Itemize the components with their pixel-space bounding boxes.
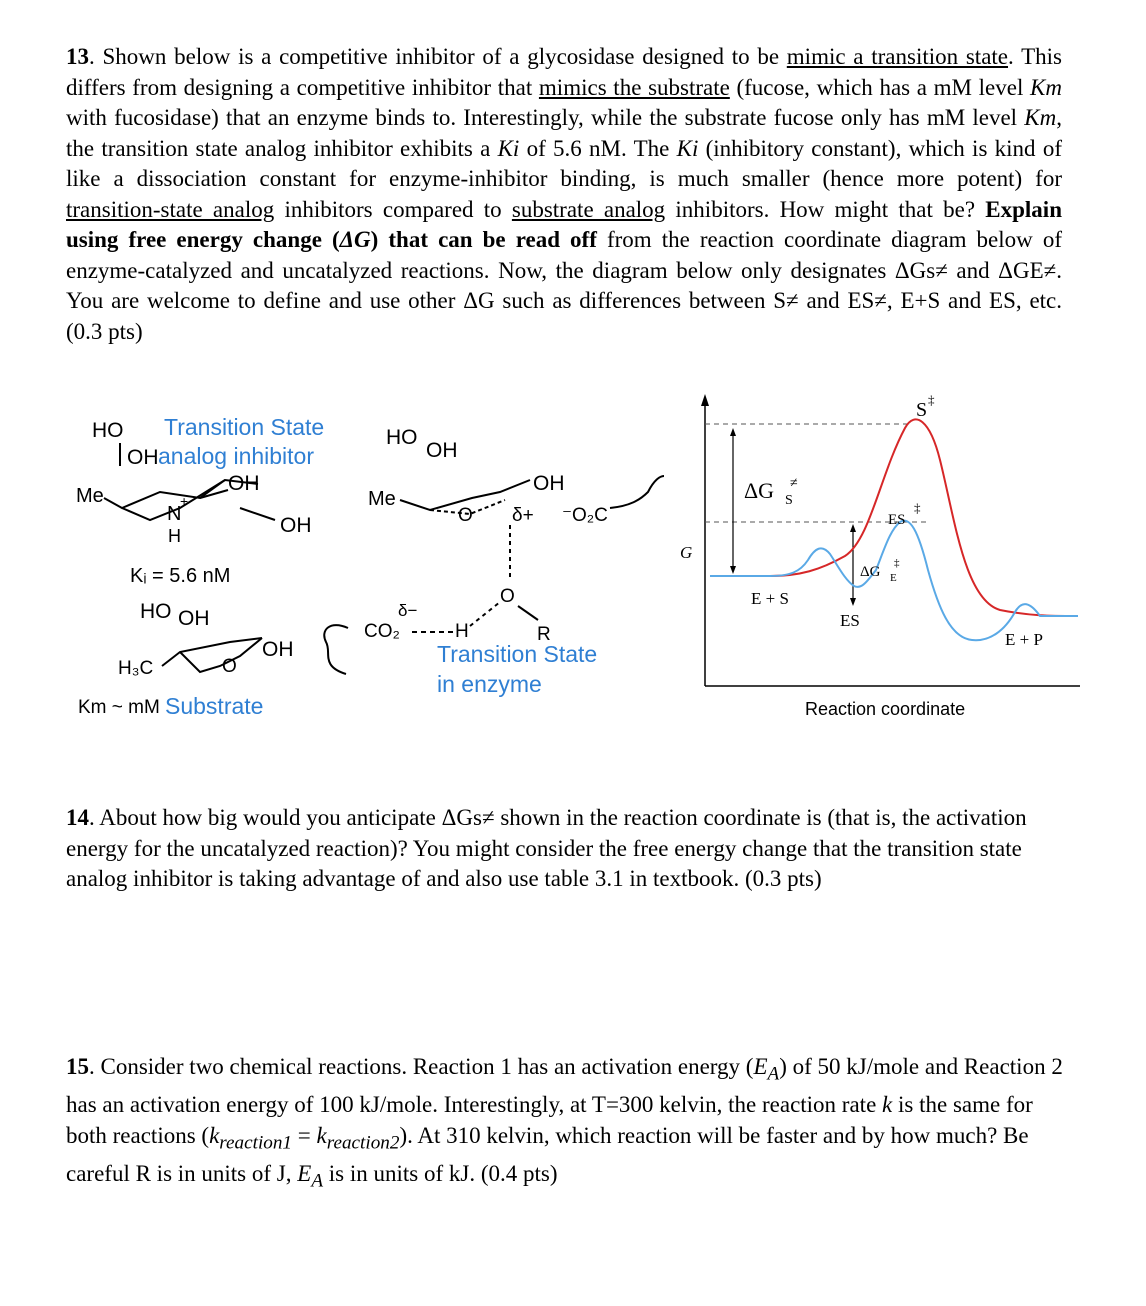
es-ts-dagger: ‡ — [914, 500, 921, 515]
q15-k-1: k — [209, 1122, 220, 1148]
q15-text-3: is the same for both reactions ( — [66, 1092, 1033, 1148]
q14-text: . About how big would you anticipate ΔGs≠ shown in the reaction coordinate is (that is, the activation energy for the uncatalyzed reaction)? You might consider the free energy change that the transition state analog inhibitor is taking advantage of and also use table 3.1 in textbook. (0.3 pts) — [66, 805, 1027, 891]
inhibitor-title-2: analog inhibitor — [158, 443, 315, 469]
q13-underline-transition-state: mimic a transition state — [786, 44, 1009, 69]
ts-delta-plus: δ+ — [512, 505, 534, 526]
es-label: ES — [840, 611, 860, 630]
ts-enzyme-squiggle-right — [610, 476, 664, 508]
y-axis-label: G — [680, 543, 693, 562]
q13-text-8: inhibitors compared to — [274, 196, 512, 222]
substrate-ho: HO — [140, 600, 172, 623]
dgs-subscript: S — [785, 493, 793, 508]
ts-r: R — [537, 624, 551, 645]
ts-co2: CO₂ — [364, 621, 400, 642]
dge-superscript: ‡ — [894, 557, 900, 569]
y-axis-arrow — [701, 394, 709, 406]
inhibitor-ho-top: HO — [92, 419, 124, 442]
q15-ea-2: E — [297, 1160, 312, 1186]
q15-text-5: is in units of kJ. (0.4 pts) — [323, 1160, 558, 1186]
ts-oh-top: OH — [426, 439, 458, 462]
substrate-o-ring: O — [222, 656, 237, 677]
q13-bold-1: Explain using free energy change ( — [66, 196, 1062, 252]
inhibitor-oh-right: OH — [280, 514, 312, 537]
ts-me: Me — [368, 488, 396, 510]
x-axis-label: Reaction coordinate — [805, 699, 966, 719]
dge-subscript: E — [890, 572, 897, 584]
inhibitor-oh-ring: OH — [228, 472, 260, 495]
ts-oh-right: OH — [533, 472, 565, 495]
q15-text-1: . Consider two chemical reactions. Reaction 1 has an activation energy ( — [89, 1054, 754, 1079]
ts-bond-r — [518, 606, 538, 620]
es-ts-label: ES — [888, 512, 906, 528]
q13-text-3: (fucose, which has a mM level — [729, 74, 1031, 100]
substrate-h3c: H₃C — [118, 658, 154, 679]
inhibitor-title-1: Transition State — [164, 414, 325, 440]
dge-arrow-top — [850, 524, 856, 532]
substrate-ring — [162, 638, 262, 666]
ts-o-ring: O — [458, 505, 473, 526]
substrate-oh-right: OH — [262, 638, 294, 661]
q15-k-2: k — [316, 1122, 327, 1148]
e-plus-s-label: E + S — [751, 589, 789, 608]
ts-delta-minus: δ− — [398, 601, 418, 620]
ts-enzyme-squiggle-left — [324, 625, 348, 674]
question-14 — [66, 803, 1066, 895]
q15-k-1-sub: reaction1 — [219, 1132, 293, 1154]
q15-k: k — [882, 1092, 893, 1118]
q13-text-1: . Shown below is a competitive inhibitor of a glycosidase designed to be — [89, 44, 787, 69]
q13-text-5: , the transition state analog inhibitor exhibits a — [66, 105, 1062, 161]
q13-text-4: with fucosidase) that an enzyme binds to. Interestingly, while the substrate fucose only has mM level — [66, 105, 1025, 130]
inhibitor-structure — [76, 414, 324, 587]
s-ts-label: S — [916, 399, 928, 421]
inhibitor-oh-top: OH — [127, 446, 159, 469]
substrate-km: Km ~ mM — [78, 697, 160, 718]
q13-bold-2: ) that can be read off — [370, 227, 597, 252]
ts-hbond-o — [470, 602, 500, 626]
inhibitor-ki: Kᵢ = 5.6 nM — [130, 565, 231, 587]
inhibitor-h: H — [168, 526, 181, 546]
ts-title-1: Transition State — [437, 641, 598, 667]
e-plus-p-label: E + P — [1005, 630, 1043, 649]
s-ts-dagger: ‡ — [928, 392, 935, 407]
dge-label: ΔG — [860, 564, 881, 580]
q13-underline-substrate-analog: substrate analog — [511, 196, 666, 222]
dgs-label: ΔG — [744, 478, 775, 503]
q15-k-2-sub: reaction2 — [326, 1132, 400, 1154]
question-13 — [66, 42, 1062, 347]
reaction-diagram — [680, 392, 1080, 719]
ts-h: H — [455, 621, 469, 642]
q13-text-2: . This differs from designing a competitive inhibitor that — [66, 44, 1062, 100]
figure-svg — [0, 380, 1146, 740]
question-14-number: 14 — [66, 805, 89, 830]
ts-carboxylate-right: ⁻O₂C — [562, 505, 608, 526]
q13-ki-1: Ki — [497, 135, 520, 161]
ts-title-2: in enzyme — [437, 671, 542, 697]
q13-ki-2: Ki — [676, 135, 699, 161]
q15-text-4: ). At 310 kelvin, which reaction will be faster and by how much? Be careful R is in units of J, — [66, 1122, 1029, 1186]
question-13-number: 13 — [66, 44, 89, 69]
inhibitor-bond-oh-right — [240, 508, 275, 520]
q15-eq: = — [292, 1122, 317, 1148]
q13-text-10: from the reaction coordinate diagram below of enzyme-catalyzed and uncatalyzed reactions. Now, the diagram below only designates ΔGs≠ and ΔGE≠. You are welcome to define and use other ΔG such as differences between S≠ and ES≠, E+S and ES, etc. (0.3 pts) — [66, 227, 1062, 344]
q13-km-1: Km — [1030, 74, 1062, 100]
q15-ea-1: E — [753, 1054, 768, 1079]
ts-enzyme-structure — [324, 426, 664, 697]
q13-km-2: Km — [1024, 105, 1057, 130]
q13-text-9: inhibitors. How might that be? — [665, 196, 986, 222]
ts-ho: HO — [386, 426, 418, 449]
substrate-title: Substrate — [165, 693, 264, 719]
inhibitor-me: Me — [76, 485, 104, 507]
dgs-superscript: ≠ — [790, 476, 798, 491]
figure — [0, 380, 1146, 740]
q15-text-2: ) of 50 kJ/mole and Reaction 2 has an activation energy of 100 kJ/mole. Interestingly, at T=300 kelvin, the reaction rate — [66, 1054, 1063, 1118]
q13-text-6: of 5.6 nM. The — [519, 135, 677, 161]
inhibitor-nh: N — [167, 503, 182, 525]
substrate-oh-top: OH — [178, 607, 210, 630]
q15-ea-1-sub: A — [767, 1063, 780, 1085]
dgs-arrow-top — [730, 428, 736, 436]
inhibitor-plus: + — [180, 493, 189, 509]
q13-underline-ts-analog: transition-state analog — [66, 196, 275, 222]
q13-bold-delta-g: ΔG — [339, 227, 371, 252]
dge-arrow-bottom — [850, 598, 856, 606]
substrate-structure — [78, 600, 294, 719]
q13-underline-substrate: mimics the substrate — [538, 74, 730, 100]
question-15 — [66, 1052, 1066, 1197]
q13-text-7: (inhibitory constant), which is kind of like a dissociation constant for enzyme-inhibitor binding, is much smaller (hence more potent) for — [66, 135, 1062, 191]
dgs-arrow-bottom — [730, 566, 736, 574]
q15-ea-2-sub: A — [311, 1170, 324, 1192]
ts-o-leaving: O — [500, 586, 515, 607]
question-15-number: 15 — [66, 1054, 89, 1079]
